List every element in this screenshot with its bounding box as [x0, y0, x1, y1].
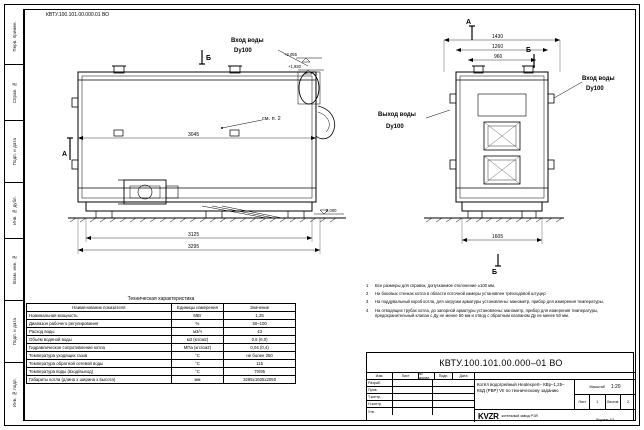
- water-in-dn-front: Dy100: [234, 48, 252, 54]
- left-cell-1: [4, 9, 24, 65]
- note-number: 3: [366, 299, 369, 305]
- tech-cell-name: Расход воды: [27, 328, 172, 336]
- sheet-number: 1: [590, 395, 605, 409]
- elev-0000: 0,000: [326, 208, 337, 213]
- role-date: [433, 401, 474, 407]
- left-cell-3: [4, 121, 24, 183]
- tech-cell-value: 50–100: [224, 320, 296, 328]
- tech-table: [26, 303, 296, 384]
- note-row: [366, 299, 634, 305]
- role-label: Утв.: [367, 408, 393, 415]
- table-row: [27, 336, 296, 344]
- left-cell-4-label: Инв. № дубл.: [11, 196, 17, 225]
- role-label: Н.контр.: [367, 401, 393, 407]
- drawing-designation: [367, 353, 635, 373]
- note-number: 2: [366, 291, 369, 297]
- drawing-area: [26, 10, 634, 280]
- title-block-roles: [367, 380, 475, 422]
- scale-box: [575, 380, 635, 395]
- role-row: [367, 394, 474, 401]
- tech-cell-name: Объём водяной воды: [27, 336, 172, 344]
- sheets-label: Листов: [606, 395, 621, 409]
- section-label-a-side: А: [466, 19, 472, 26]
- notes-block: [366, 283, 634, 321]
- tech-cell-name: Диапазон рабочего регулирования: [27, 320, 172, 328]
- role-date: [433, 394, 474, 400]
- left-cell-2: [4, 65, 24, 121]
- note-number: 1: [366, 283, 369, 288]
- left-cell-6-label: Подп. и дата: [11, 317, 17, 346]
- company-logo-mark: KVZR: [478, 411, 499, 421]
- role-row: [367, 380, 474, 387]
- dim-3295: 3295: [188, 244, 200, 250]
- left-cell-4: [4, 183, 24, 239]
- tech-cell-value: 115: [224, 360, 296, 368]
- role-sign: [393, 408, 433, 415]
- col-izm: Изм.: [367, 373, 393, 379]
- note-text: Все размеры для справок, допускаемое отклонение ±100 мм.: [375, 283, 496, 288]
- scale-label: Масштаб: [589, 385, 605, 389]
- tech-cell-value: не более 250: [224, 352, 296, 360]
- dim-3125: 3125: [188, 232, 200, 238]
- tech-cell-name: Габариты котла (длина х ширина х высота): [27, 376, 172, 384]
- col-podp: Подп.: [435, 373, 453, 379]
- water-in-label-front: Вход воды: [231, 38, 264, 44]
- dim-1605: 1605: [492, 234, 504, 240]
- company-logo-sub: котельный завод РЭЛ: [501, 413, 538, 418]
- table-row: [27, 360, 296, 368]
- table-row: [27, 352, 296, 360]
- dim-1260: 1260: [492, 44, 504, 50]
- tech-col-name: Наименование показателя: [27, 304, 172, 312]
- table-row: [27, 368, 296, 376]
- section-label-a-front: А: [62, 151, 68, 158]
- drawing-svg: [26, 10, 634, 280]
- tech-cell-value: 3295х1605х2050: [224, 376, 296, 384]
- col-data: Дата: [453, 373, 475, 379]
- tech-cell-unit: %: [171, 320, 224, 328]
- table-row: [27, 320, 296, 328]
- left-cell-5: [4, 239, 24, 301]
- tech-col-unit: Единицы измерения: [171, 304, 224, 312]
- section-label-b-side-bottom: Б: [492, 269, 498, 276]
- water-out-label-side: Выход воды: [378, 112, 416, 118]
- left-cell-5-label: Взам. инв. №: [11, 255, 17, 284]
- product-name: Котёл водогрейный Heatexpert– КВр–1,25–К6Д (РВР) VII по техническому заданию: [475, 380, 575, 410]
- elev-2055: +2,055: [284, 52, 297, 57]
- tech-cell-value: 1,25: [224, 312, 296, 320]
- tech-cell-unit: °С: [171, 352, 224, 360]
- dim-1430: 1430: [492, 34, 504, 40]
- role-date: [433, 408, 474, 415]
- role-row: [367, 408, 474, 415]
- note-row: [366, 291, 634, 297]
- tech-cell-unit: мм: [171, 376, 224, 384]
- tech-col-value: Значение: [224, 304, 296, 312]
- table-row: [27, 376, 296, 384]
- role-date: [433, 380, 474, 386]
- table-row: [27, 328, 296, 336]
- tech-cell-unit: МВт: [171, 312, 224, 320]
- role-sign: [393, 401, 433, 407]
- left-cell-6: [4, 301, 24, 363]
- sheets-total: 2: [626, 400, 629, 404]
- table-row: [27, 344, 296, 352]
- note-number: 4: [366, 307, 369, 313]
- water-out-dn-side: Dy100: [386, 124, 404, 130]
- dim-960: 960: [494, 54, 503, 60]
- tech-cell-unit: МПа (кгс/см2): [171, 344, 224, 352]
- section-label-b-front: Б: [206, 55, 212, 62]
- scale-value: 1:20: [610, 384, 621, 390]
- tech-cell-name: Температура воды (вход/выход): [27, 368, 172, 376]
- format-label: Формат А3: [595, 418, 615, 422]
- tech-table-block: [26, 296, 296, 384]
- drawing-designation-text: КВТУ.100.101.00.000–01 ВО: [439, 357, 563, 368]
- title-block-columns: [367, 373, 635, 380]
- left-stamp-column: [4, 9, 24, 421]
- role-label: Т.контр.: [367, 394, 393, 400]
- note-row: [366, 283, 634, 289]
- col-list: Лист: [393, 373, 419, 379]
- note-text: На отводящих трубах котла, до запорной арматуры установлены: манометр, прибор для измерения температуры, предохранительный клапан с Ду не менее 50 мм и отвод с обратным клапаном Ду не менее 50 мм.: [375, 307, 599, 319]
- title-block: [366, 352, 634, 421]
- elev-1930: +1,930: [288, 64, 301, 69]
- dim-3045: 3045: [188, 132, 200, 138]
- role-label: Пров.: [367, 387, 393, 393]
- see-item-note: см. п. 2: [262, 116, 281, 122]
- section-label-b-side-top: Б: [526, 47, 532, 54]
- tech-cell-unit: °С: [171, 368, 224, 376]
- left-cell-7: [4, 363, 24, 421]
- tech-cell-name: Температура уходящих газов: [27, 352, 172, 360]
- note-text: На боковых стенках котла в области поточной камеры установлен трёхходовой штуцер: [375, 291, 546, 297]
- tech-cell-value: 0,6 (6,0): [224, 336, 296, 344]
- tech-cell-unit: °С: [171, 360, 224, 368]
- company-logo: [478, 412, 538, 421]
- tech-cell-name: Температура обратной сетевой воды: [27, 360, 172, 368]
- tech-cell-value: 43: [224, 328, 296, 336]
- note-row: [366, 308, 634, 319]
- role-label: Разраб.: [367, 380, 393, 386]
- tech-table-title: Техническая характеристика: [127, 296, 195, 302]
- left-cell-2-label: Справ. №: [11, 81, 17, 104]
- role-sign: [393, 394, 433, 400]
- sheet-count-box: [575, 395, 635, 410]
- left-cell-3-label: Подп. и дата: [11, 137, 17, 166]
- table-header-row: [27, 304, 296, 312]
- role-sign: [393, 380, 433, 386]
- table-row: [27, 312, 296, 320]
- sheet-label: Лист: [575, 395, 590, 409]
- tech-cell-value: 70/95: [224, 368, 296, 376]
- water-in-dn-side: Dy100: [586, 86, 604, 92]
- water-in-label-side: Вход воды: [582, 76, 615, 82]
- role-row: [367, 387, 474, 394]
- left-cell-1-label: Перв. примен.: [11, 21, 17, 52]
- tech-cell-unit: м3/ч: [171, 328, 224, 336]
- role-row: [367, 401, 474, 408]
- tech-cell-name: Гидравлическое сопротивление котла: [27, 344, 172, 352]
- tech-cell-value: 0,04 (0,4): [224, 344, 296, 352]
- sheet-code: КВТУ.100.101.00.000.01 ВО: [46, 12, 110, 18]
- col-docnum: № докум.: [419, 373, 435, 379]
- role-sign: [393, 387, 433, 393]
- left-cell-7-label: Инв. № подл.: [11, 377, 17, 407]
- role-date: [433, 387, 474, 393]
- tech-cell-name: Номинальная мощность: [27, 312, 172, 320]
- tech-cell-unit: м3 (кг/см2): [171, 336, 224, 344]
- note-text: На поддувальный короб котла, для загрузки арматуры установлены: манометр, прибор для измерения температуры.: [375, 299, 604, 305]
